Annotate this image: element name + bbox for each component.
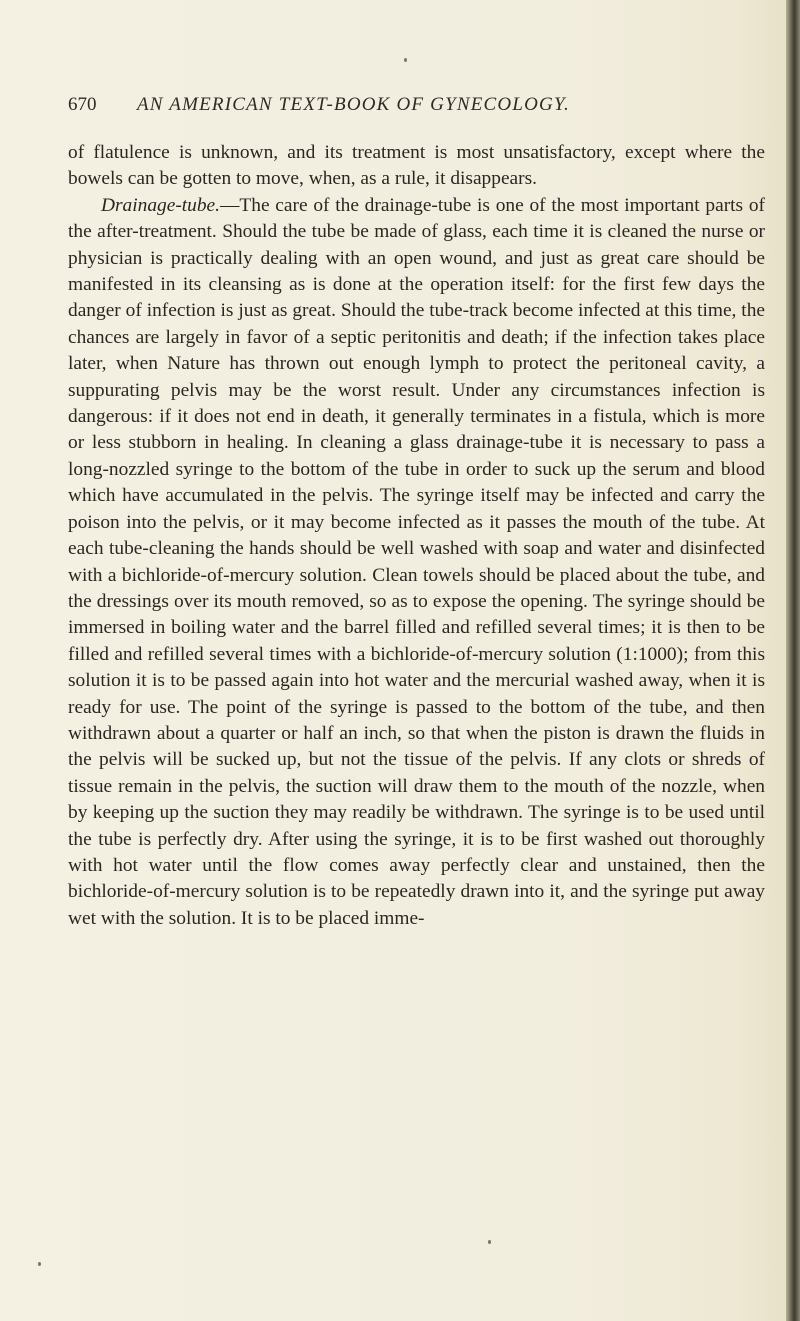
page-number: 670 <box>68 94 97 115</box>
body-text <box>68 140 765 932</box>
paper-speck <box>404 58 407 62</box>
running-title: AN AMERICAN TEXT-BOOK OF GYNECOLOGY. <box>137 94 570 115</box>
running-head <box>68 92 708 118</box>
page-binding-edge <box>786 0 800 1321</box>
paragraph-drainage-tube <box>68 193 765 932</box>
section-heading-drainage-tube: Drainage-tube. <box>101 194 221 216</box>
paragraph-flatulence: of flatulence is unknown, and its treatment is most unsatisfactory, except where the bowels can be gotten to move, when, as a rule, it disappears. <box>68 142 765 190</box>
paper-speck <box>488 1240 491 1244</box>
paper-speck <box>38 1262 41 1266</box>
paragraph-drainage-tube-text: —The care of the drainage-tube is one of the most important parts of the after-treatment. Should the tube be made of glass, each time it is cleaned the nurse or physician is practically dealing with an open wound, and just as great care should be manifested in its cleansing as is done at the operation itself: for the first few days the danger of infection is just as great. Should the tube-track become infected at this time, the chances are largely in favor of a septic peritonitis and death; if the infection takes place later, when Nature has thrown out enough lymph to protect the peritoneal cavity, a suppurating pelvis may be the worst result. Under any circumstances infection is dangerous: if it does not end in death, it generally terminates in a fistula, which is more or less stubborn in healing. In cleaning a glass drainage-tube it is necessary to pass a long-nozzled syringe to the bottom of the tube in order to suck up the serum and blood which have accumulated in the pelvis. The syringe itself may be infected and carry the poison into the pelvis, or it may become infected as it passes the mouth of the tube. At each tube-cleaning the hands should be well washed with soap and water and disinfected with a bichloride-of-mercury solution. Clean towels should be placed about the tube, and the dressings over its mouth removed, so as to expose the opening. The syringe should be immersed in boiling water and the barrel filled and refilled several times; it is then to be filled and refilled several times with a bichloride-of-mercury solution (1:1000); from this solution it is to be passed again into hot water and the mercurial washed away, when it is ready for use. The point of the syringe is passed to the bottom of the tube, and then withdrawn about a quarter or half an inch, so that when the piston is drawn the fluids in the pelvis will be sucked up, but not the tissue of the pelvis. If any clots or shreds of tissue remain in the pelvis, the suction will draw them to the mouth of the nozzle, when by keeping up the suction they may readily be withdrawn. The syringe is to be used until the tube is perfectly dry. After using the syringe, it is to be first washed out thoroughly with hot water until the flow comes away perfectly clear and unstained, then the bichloride-of-mercury solution is to be repeatedly drawn into it, and the syringe put away wet with the solution. It is to be placed imme- <box>68 194 765 929</box>
